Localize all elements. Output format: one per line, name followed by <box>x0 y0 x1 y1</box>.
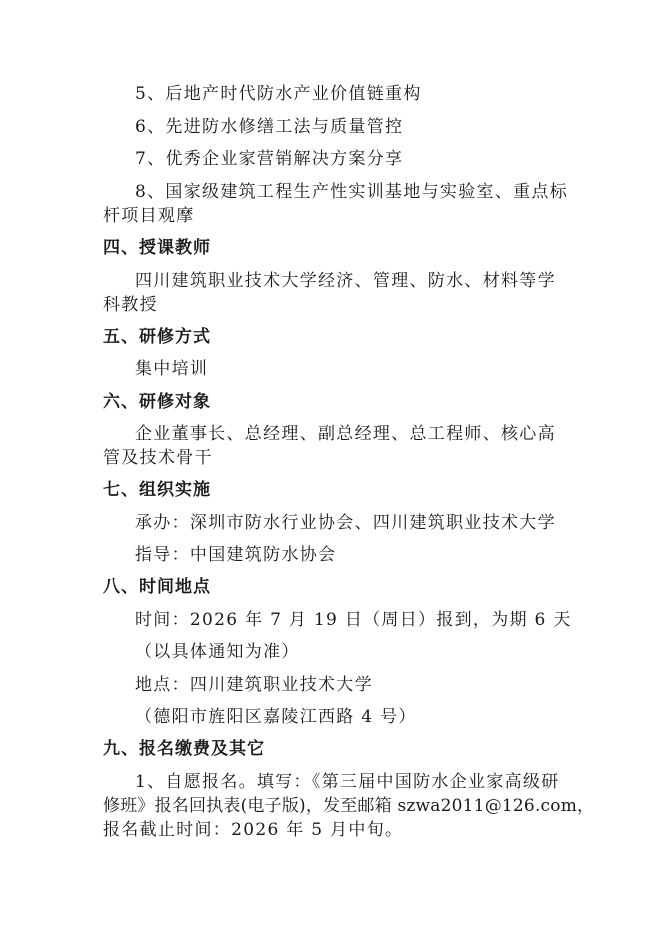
section-9-item-1-line-1: 1、自愿报名。填写：《第三届中国防水企业家高级研 <box>135 772 560 792</box>
section-6-line-2: 管及技术骨干 <box>103 448 213 468</box>
section-5-line-1: 集中培训 <box>135 359 209 379</box>
item-8-line-1: 8、国家级建筑工程生产性实训基地与实验室、重点标 <box>135 182 569 202</box>
item-7: 7、优秀企业家营销解决方案分享 <box>135 149 404 169</box>
section-8-heading: 八、时间地点 <box>103 577 211 597</box>
section-4-line-2: 科教授 <box>103 295 158 315</box>
section-8-time-note: （以具体通知为准） <box>135 642 300 662</box>
section-9-item-1-line-3: 报名截止时间：2026 年 5 月中旬。 <box>103 820 404 840</box>
section-4-line-1: 四川建筑职业技术大学经济、管理、防水、材料等学 <box>135 271 556 291</box>
section-8-place-address: （德阳市旌阳区嘉陵江西路 4 号） <box>135 707 417 727</box>
item-5: 5、后地产时代防水产业价值链重构 <box>135 84 422 104</box>
section-6-heading: 六、研修对象 <box>103 392 211 412</box>
section-8-time: 时间：2026 年 7 月 19 日（周日）报到，为期 6 天 <box>135 610 572 630</box>
item-6: 6、先进防水修缮工法与质量管控 <box>135 117 404 137</box>
section-8-place: 地点：四川建筑职业技术大学 <box>135 675 373 695</box>
section-7-organizer: 承办：深圳市防水行业协会、四川建筑职业技术大学 <box>135 513 556 533</box>
section-7-heading: 七、组织实施 <box>103 480 211 500</box>
section-9-item-1-line-2: 修班》报名回执表(电子版)，发至邮箱 szwa2011@126.com， <box>103 796 595 816</box>
section-4-heading: 四、授课教师 <box>103 238 211 258</box>
section-9-heading: 九、报名缴费及其它 <box>103 739 265 759</box>
section-6-line-1: 企业董事长、总经理、副总经理、总工程师、核心高 <box>135 424 556 444</box>
section-7-guidance: 指导：中国建筑防水协会 <box>135 545 337 565</box>
item-8-line-2: 杆项目观摩 <box>103 206 195 226</box>
section-5-heading: 五、研修方式 <box>103 327 211 347</box>
